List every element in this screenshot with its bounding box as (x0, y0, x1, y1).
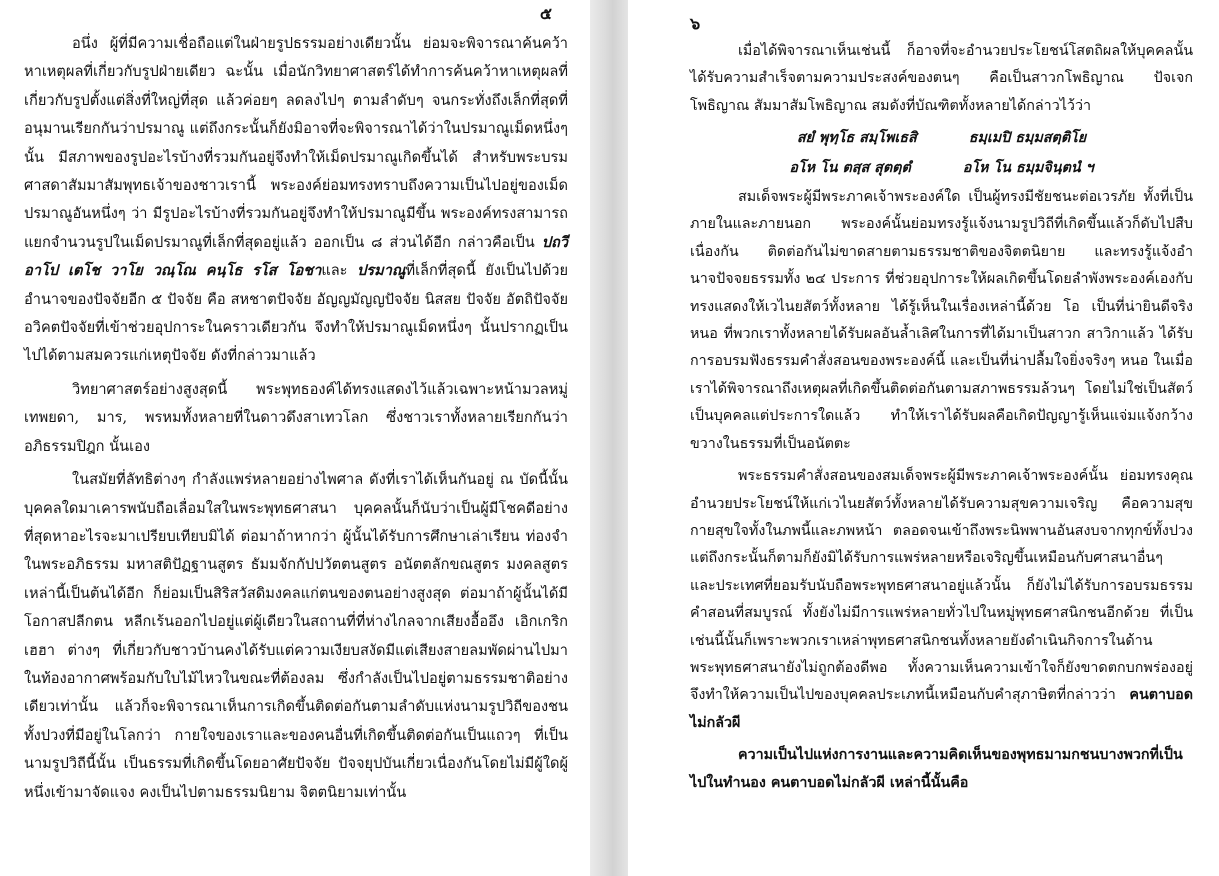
paragraph (690, 463, 1193, 737)
verse-half: อโห โน ธมฺมจินฺตนํ ฯ (962, 159, 1094, 176)
right-page-body (690, 38, 1193, 802)
paragraph: เมื่อได้พิจารณาเห็นเช่นนี้ ก็อาจที่จะอำนวยประโยชน์โสตถิผลให้บุคคลนั้นได้รับความสำเร็จตามความประสงค์ของตนๆ คือเป็นสาวกโพธิญาณ ปัจเจกโพธิญาณ สัมมาสัมโพธิญาณ สมดังที่บัณฑิตทั้งหลายได้กล่าวไว้ว่า (690, 43, 1193, 114)
book-gutter (590, 0, 628, 876)
pali-verse-line (690, 155, 1193, 182)
verse-half: ธมฺเมปิ ธมฺมสตฺติโย (968, 130, 1087, 147)
pali-terms: ปถวี อาโป เตโช วาโย วณฺโณ คนฺโธ รโส โอชา (24, 233, 568, 280)
pali-term: ปรมาณู (356, 262, 406, 280)
left-page (0, 0, 590, 876)
paragraph (690, 742, 1193, 797)
paragraph: ในสมัยที่ลัทธิต่างๆ กำลังแพร่หลายอย่างไพศาล ดังที่เราได้เห็นกันอยู่ ณ บัดนี้นั้น บุคคลใดมาเคารพนับถือเลื่อมใสในพระพุทธศาสนา บุคคลนั้นก็นับว่าเป็นผู้มีโชคดีอย่างที่สุดหาอะไรจะมาเปรียบเทียบมิได้ ต่อมาถ้าหากว่า ผู้นั้นได้รับการศึกษาเล่าเรียน ท่องจำ ในพระอภิธรรม มหาสติปัฏฐานสูตร ธัมมจักกัปปวัตตนสูตร อนัตตลักขณสูตร มงคลสูตร เหล่านี้เป็นต้นได้อีก ก็ย่อมเป็นสิริสวัสดิมงคลแก่ตนของตนอย่างสูงสุด ต่อมาถ้าผู้นั้นได้มีโอกาสปลีกตน หลีกเร้นออกไปอยู่แต่ผู้เดียวในสถานที่ที่ห่างไกลจากเสียงอื้ออึง เอิกเกริก เฮฮา ต่างๆ ที่เกี่ยวกับชาวบ้านคงได้รับแต่ความเงียบสงัดมีแต่เสียงสายลมพัดผ่านไปมา ในท้องอากาศพร้อมกับใบไม้ไหวในขณะที่ต้องลม ซึ่งกำลังเป็นไปอยู่ตามธรรมชาติอย่างเดียวเท่านั้น แล้วก็จะพิจารณาเห็นการเกิดขึ้นติดต่อกันตามลำดับแห่งนามรูปวิถีของชนทั้งปวงที่มีอยู่ในโลกว่า กายใจของเราและของคนอื่นที่เกิดขึ้นติดต่อกันเป็นแถวๆ ที่เป็นนามรูปวิถีนี้นั้น เป็นธรรมที่เกิดขึ้นโดยอาศัยปัจจัย ปัจจยุปบันเกี่ยวเนื่องกันโดยไม่มีผู้ใดผู้หนึ่งเข้ามาจัดแจง คงเป็นไปตามธรรมนิยาม จิตตนิยามเท่านั้น (24, 471, 568, 801)
left-page-body (24, 30, 568, 812)
verse-half: อโห โน ตสฺส สุตตฺตํ (789, 159, 911, 176)
page-number-right: ๖ (690, 14, 701, 33)
text: และ (321, 262, 348, 280)
text: คนตาบอดไม่กลัวผี เหล่านี้นั้นคือ (770, 774, 969, 791)
paragraph: วิทยาศาสตร์อย่างสูงสุดนี้ พระพุทธองค์ได้ทรงแสดงไว้แล้วเฉพาะหน้ามวลหมู่เทพยดา, มาร, พรหมทั้งหลายที่ในดาวดึงสาเทวโลก ซึ่งชาวเราทั้งหลายเรียกกันว่า อภิธรรมปิฎก นั้นเอง (24, 380, 568, 455)
text: ความเป็นไปแห่งการงานและความคิดเห็นของพุทธมามกชนบางพวกที่เป็นไปในทำนอง (690, 747, 1183, 791)
text: ที่เล็กที่สุดนี้ ยังเป็นไปด้วยอำนาจของปัจจัยอีก ๕ ปัจจัย คือ สหชาตปัจจัย อัญญมัญญปัจจัย นิสสย ปัจจัย อัตถิปัจจัย อวิคตปัจจัยที่เข้าช่วยอุปการะในคราวเดียวกัน จึงทำให้ปรมาณูเม็ดหนึ่งๆ นั้นปรากฏเป็นไปได้ตามสมควรแก่เหตุปัจจัย ดังที่กล่าวมาแล้ว (24, 262, 569, 365)
pali-verse-line (690, 125, 1193, 152)
text: พระธรรมคำสั่งสอนของสมเด็จพระผู้มีพระภาคเจ้าพระองค์นั้น ย่อมทรงคุณอำนวยประโยชน์ให้แก่เวไนยสัตว์ทั้งหลายได้รับความสุขความเจริญ คือความสุขกายสุขใจทั้งในภพนี้และภพหน้า ตลอดจนเข้าถึงพระนิพพานอันสงบจากทุกข์ทั้งปวง แต่ถึงกระนั้นก็ตามก็ยังมิได้รับการแพร่หลายหรือเจริญขึ้นเหมือนกับศาสนาอื่นๆ และประเทศที่ยอมรับนับถือพระพุทธศาสนาอยู่แล้วนั้น ก็ยังไม่ได้รับการอบรมธรรมคำสอนที่สมบูรณ์ ทั้งยังไม่มีการแพร่หลายทั่วไปในหมู่พุทธศาสนิกชนอีกด้วย ที่เป็นเช่นนี้นั้นก็เพราะพวกเราเหล่าพุทธศาสนิกชนทั้งหลายยังดำเนินกิจการในด้านพระพุทธศาสนายังไม่ถูกต้องดีพอ ทั้งความเห็นความเข้าใจก็ยังขาดตกบกพร่องอยู่ จึงทำให้ความเป็นไปของบุคคลประเภทนี้เหมือนกับคำสุภาษิตที่กล่าวว่า (690, 468, 1193, 704)
page-number-left: ๕ (539, 4, 552, 23)
right-page (628, 0, 1219, 876)
paragraph: สมเด็จพระผู้มีพระภาคเจ้าพระองค์ใด เป็นผู้ทรงมีชัยชนะต่อเวรภัย ทั้งที่เป็นภายในและภายนอก พระองค์นั้นย่อมทรงรู้แจ้งนามรูปวิถีที่เกิดขึ้นแล้วก็ดับไปสืบเนื่องกัน ติดต่อกันไม่ขาดสายตามธรรมชาติของจิตตนิยาย และทรงรู้แจ้งอำนาจปัจจยธรรมทั้ง ๒๔ ประการ ที่ช่วยอุปการะให้ผลเกิดขึ้นโดยลำพังพระองค์เองกับทรงแสดงให้เวไนยสัตว์ทั้งหลาย ได้รู้เห็นในเรื่องเหล่านี้ด้วย โอ เป็นที่น่ายินดีจริงหนอ ที่พวกเราทั้งหลายได้รับผลอันล้ำเลิศในการที่ได้มาเป็นสาวก สาวิกาแล้ว ได้รับการอบรมฟังธรรมคำสั่งสอนของพระองค์นี้ และเป็นที่น่าปลื้มใจยิ่งจริงๆ หนอ ในเมื่อเราได้พิจารณาถึงเหตุผลที่เกิดขึ้นติดต่อกันตามสภาพธรรมล้วนๆ โดยไม่ใช่เป็นสัตว์เป็นบุคคลแต่ประการใดแล้ว ทำให้เราได้รับผลคือเกิดปัญญารู้เห็นแจ่มแจ้งกว้างขวางในธรรมที่เป็นอนัตตะ (690, 189, 1193, 452)
text: อนึ่ง ผู้ที่มีความเชื่อถือแต่ในฝ่ายรูปธรรมอย่างเดียวนั้น ย่อมจะพิจารณาค้นคว้าหาเหตุผลที่เกี่ยวกับรูปฝ่ายเดียว ฉะนั้น เมื่อนักวิทยาศาสตร์ได้ทำการค้นคว้าหาเหตุผลที่เกี่ยวกับรูปตั้งแต่สิ่งที่ใหญ่ที่สุด แล้วค่อยๆ ลดลงไปๆ ตามลำดับๆ จนกระทั่งถึงเล็กที่สุดที่อนุมานเรียกกันว่าปรมาณู แต่ถึงกระนั้นก็ยังมิอาจที่จะพิจารณาได้ว่าในปรมาณูเม็ดหนึ่งๆ นั้น มีสภาพของรูปอะไรบ้างที่รวมกันอยู่จึงทำให้เม็ดปรมาณูเกิดขึ้นได้ สำหรับพระบรมศาสดาสัมมาสัมพุทธเจ้าของชาวเรานี้ พระองค์ย่อมทรงทราบถึงความเป็นไปอยู่ของเม็ดปรมาณูอันหนึ่งๆ ว่า มีรูปอะไรบ้างที่รวมกันอยู่จึงทำให้ปรมาณูมีขึ้น พระองค์ทรงสามารถแยกจำนวนรูปในเม็ดปรมาณูที่เล็กที่สุดอยู่แล้ว ออกเป็น ๘ ส่วนได้อีก กล่าวคือเป็น (24, 35, 568, 251)
paragraph (24, 30, 568, 371)
proverb: คนตาบอดไม่กลัวผี (690, 687, 1193, 731)
verse-half: สยํ พุทฺโธ สมฺโพเธสิ (796, 130, 917, 147)
